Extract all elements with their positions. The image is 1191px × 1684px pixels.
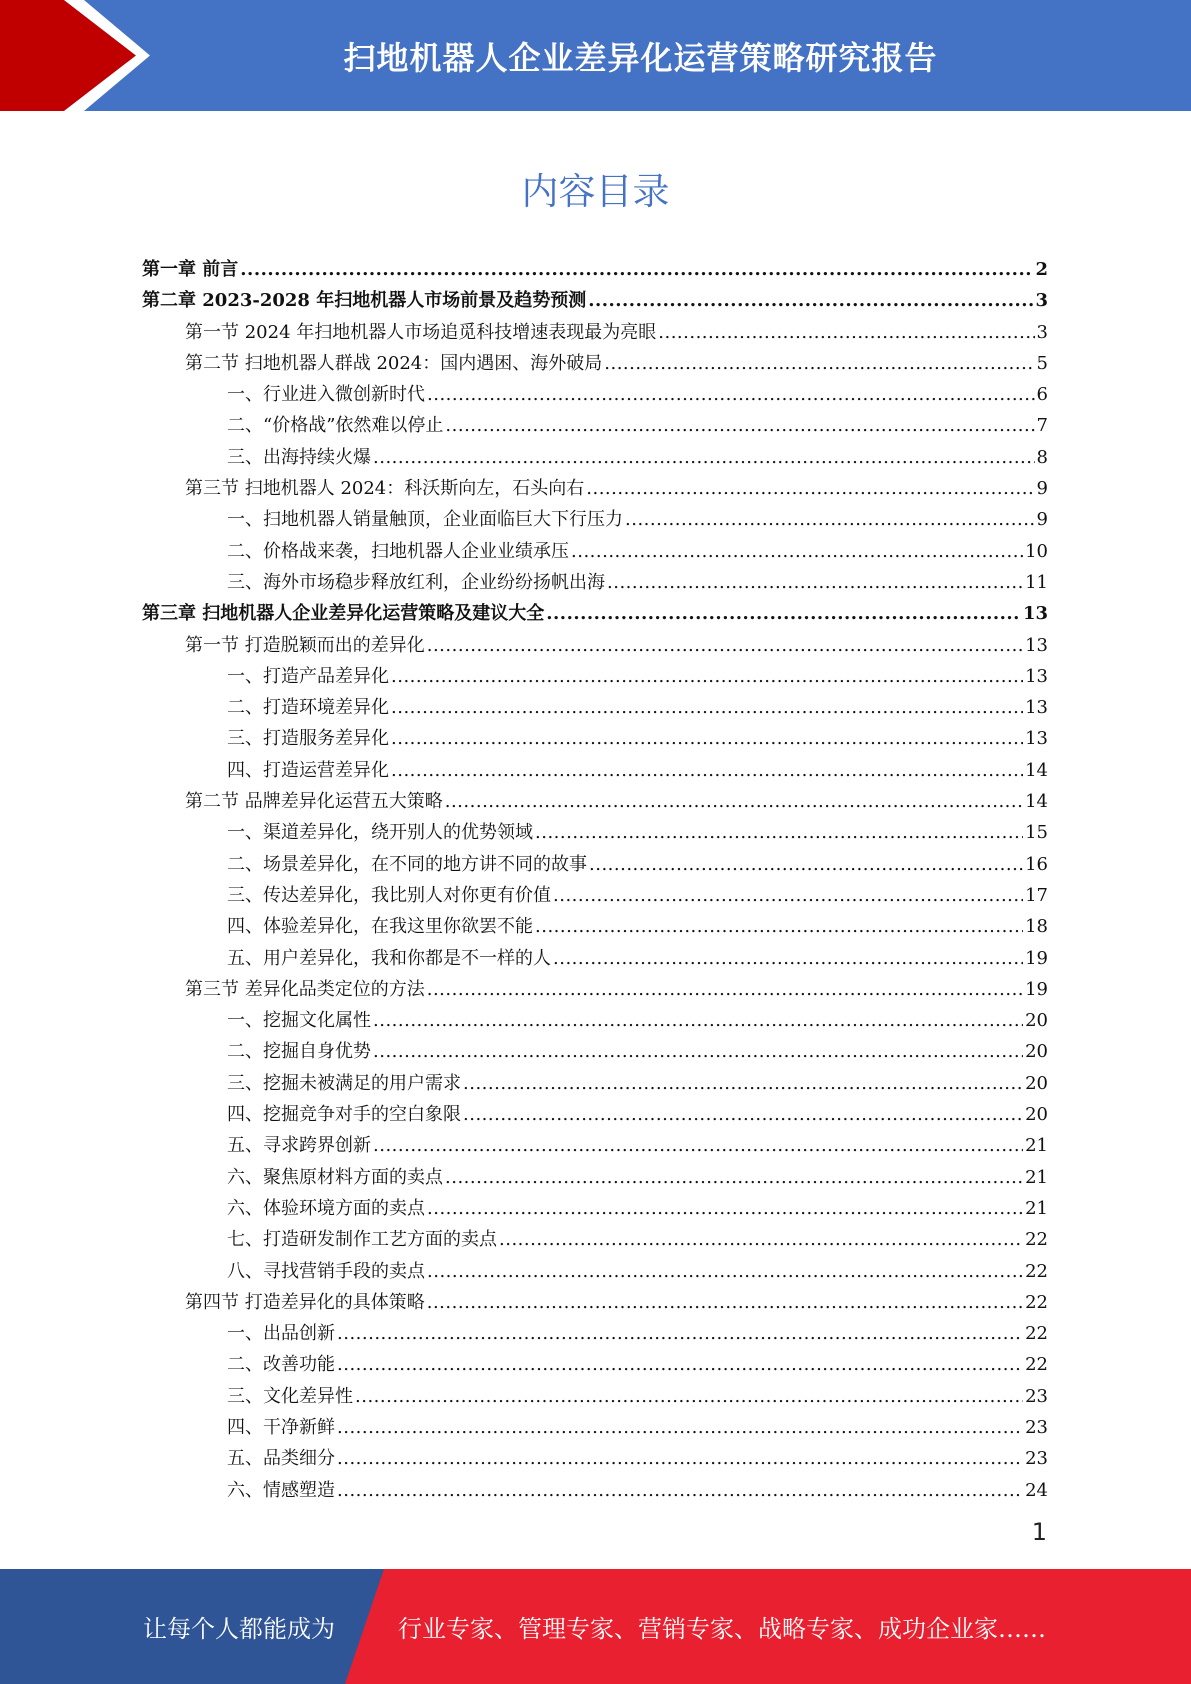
toc-entry-page: 13 <box>1022 603 1048 625</box>
toc-entry-page: 22 <box>1025 1229 1048 1251</box>
toc-entry[interactable] <box>142 1287 1048 1318</box>
toc-entry-page: 3 <box>1035 290 1048 312</box>
toc-entry-title: 二、挖掘自身优势 <box>227 1041 371 1063</box>
toc-entry-title: 第二节 扫地机器人群战 2024：国内遇困、海外破局 <box>185 352 603 374</box>
toc-entry-title: 三、挖掘未被满足的用户需求 <box>227 1072 461 1094</box>
toc-entry-page: 8 <box>1036 446 1048 468</box>
toc-entry[interactable] <box>142 536 1048 567</box>
toc-leader-dots <box>499 1224 1023 1255</box>
toc-entry[interactable] <box>142 1443 1048 1474</box>
toc-entry-title: 四、体验差异化，在我这里你欲罢不能 <box>227 916 533 938</box>
toc-leader-dots <box>463 1099 1023 1130</box>
toc-entry-title: 一、渠道差异化，绕开别人的优势领域 <box>227 822 533 844</box>
toc-leader-dots <box>427 1193 1023 1224</box>
toc-leader-dots <box>337 1318 1023 1349</box>
toc-entry-page: 22 <box>1025 1323 1048 1345</box>
toc-leader-dots <box>427 1287 1023 1318</box>
toc-entry-page: 6 <box>1036 384 1048 406</box>
toc-entry-title: 第三节 差异化品类定位的方法 <box>185 978 425 1000</box>
toc-entry-page: 24 <box>1025 1479 1048 1501</box>
toc-entry-page: 9 <box>1036 478 1048 500</box>
toc-leader-dots <box>604 348 1034 379</box>
toc-leader-dots <box>553 943 1023 974</box>
toc-leader-dots <box>571 536 1023 567</box>
toc-leader-dots <box>391 692 1023 723</box>
toc-leader-dots <box>355 1381 1023 1412</box>
toc-entry[interactable] <box>142 567 1048 598</box>
toc-leader-dots <box>445 410 1034 441</box>
toc-entry-page: 14 <box>1025 759 1048 781</box>
toc-entry[interactable] <box>142 285 1048 316</box>
toc-entry-title: 三、海外市场稳步释放红利，企业纷纷扬帆出海 <box>227 571 605 593</box>
toc-entry-title: 第三章 扫地机器人企业差异化运营策略及建议大全 <box>142 603 545 625</box>
toc-entry[interactable] <box>142 1099 1048 1130</box>
toc-entry[interactable] <box>142 849 1048 880</box>
toc-entry[interactable] <box>142 692 1048 723</box>
toc-leader-dots <box>373 1005 1023 1036</box>
toc-entry-title: 三、传达差异化，我比别人对你更有价值 <box>227 884 551 906</box>
toc-leader-dots <box>427 974 1023 1005</box>
toc-entry-page: 20 <box>1025 1010 1048 1032</box>
toc-entry-page: 13 <box>1025 697 1048 719</box>
toc-leader-dots <box>586 473 1034 504</box>
toc-entry[interactable] <box>142 442 1048 473</box>
toc-entry[interactable] <box>142 1130 1048 1161</box>
toc-leader-dots <box>337 1443 1023 1474</box>
toc-entry[interactable] <box>142 755 1048 786</box>
toc-entry-page: 21 <box>1025 1135 1048 1157</box>
toc-entry-page: 11 <box>1025 571 1048 593</box>
toc-entry[interactable] <box>142 348 1048 379</box>
toc-entry-page: 18 <box>1025 916 1048 938</box>
toc-entry-title: 五、用户差异化，我和你都是不一样的人 <box>227 947 551 969</box>
toc-leader-dots <box>373 442 1035 473</box>
toc-entry[interactable] <box>142 254 1048 285</box>
toc-heading: 内容目录 <box>521 170 670 213</box>
toc-entry-page: 20 <box>1025 1072 1048 1094</box>
toc-entry-title: 一、打造产品差异化 <box>227 665 389 687</box>
page-number: 1 <box>1031 1518 1047 1546</box>
toc-entry-title: 二、改善功能 <box>227 1354 335 1376</box>
toc-leader-dots <box>373 1130 1023 1161</box>
toc-entry-page: 22 <box>1025 1354 1048 1376</box>
toc-leader-dots <box>391 755 1023 786</box>
toc-leader-dots <box>391 723 1023 754</box>
toc-entry[interactable] <box>142 786 1048 817</box>
toc-entry[interactable] <box>142 1193 1048 1224</box>
report-title: 扫地机器人企业差异化运营策略研究报告 <box>343 38 938 77</box>
toc-entry-title: 三、出海持续火爆 <box>227 446 371 468</box>
toc-leader-dots <box>445 1162 1023 1193</box>
toc-entry-title: 一、扫地机器人销量触顶，企业面临巨大下行压力 <box>227 509 623 531</box>
toc-entry-page: 7 <box>1036 415 1048 437</box>
toc-entry[interactable] <box>142 1412 1048 1443</box>
toc-leader-dots <box>546 598 1021 629</box>
toc-leader-dots <box>337 1475 1023 1506</box>
toc-entry-page: 13 <box>1025 665 1048 687</box>
toc-leader-dots <box>427 1256 1023 1287</box>
toc-leader-dots <box>391 661 1023 692</box>
toc-entry-page: 22 <box>1025 1291 1048 1313</box>
toc-entry-page: 21 <box>1025 1166 1048 1188</box>
toc-leader-dots <box>588 285 1033 316</box>
toc-entry-title: 五、品类细分 <box>227 1448 335 1470</box>
toc-entry-title: 四、干净新鲜 <box>227 1416 335 1438</box>
toc-entry-title: 第二章 2023-2028 年扫地机器人市场前景及趋势预测 <box>142 290 587 312</box>
toc-entry-title: 六、情感塑造 <box>227 1479 335 1501</box>
toc-entry[interactable] <box>142 630 1048 661</box>
toc-entry[interactable] <box>142 1475 1048 1506</box>
toc-entry-title: 四、挖掘竞争对手的空白象限 <box>227 1104 461 1126</box>
toc-entry-page: 22 <box>1025 1260 1048 1282</box>
toc-entry-title: 三、打造服务差异化 <box>227 728 389 750</box>
toc-entry-title: 八、寻找营销手段的卖点 <box>227 1260 425 1282</box>
toc-leader-dots <box>427 379 1035 410</box>
toc-entry[interactable] <box>142 911 1048 942</box>
footer-band <box>0 1569 1191 1684</box>
toc-entry-title: 一、挖掘文化属性 <box>227 1010 371 1032</box>
toc-leader-dots <box>535 911 1023 942</box>
toc-entry-title: 第一节 打造脱颖而出的差异化 <box>185 634 425 656</box>
toc-entry[interactable] <box>142 473 1048 504</box>
toc-leader-dots <box>607 567 1023 598</box>
toc-entry-title: 二、场景差异化，在不同的地方讲不同的故事 <box>227 853 587 875</box>
toc-entry-page: 23 <box>1025 1416 1048 1438</box>
toc-entry-title: 一、出品创新 <box>227 1323 335 1345</box>
toc-entry-page: 3 <box>1036 321 1048 343</box>
toc-entry-title: 第四节 打造差异化的具体策略 <box>185 1291 425 1313</box>
toc-entry-page: 23 <box>1025 1385 1048 1407</box>
toc-entry-page: 19 <box>1025 947 1048 969</box>
toc-entry-title: 二、打造环境差异化 <box>227 697 389 719</box>
toc-entry-page: 13 <box>1025 728 1048 750</box>
toc-entry-page: 9 <box>1036 509 1048 531</box>
toc-leader-dots <box>373 1036 1023 1067</box>
toc-entry[interactable] <box>142 723 1048 754</box>
toc-entry-page: 20 <box>1025 1104 1048 1126</box>
toc-entry[interactable] <box>142 880 1048 911</box>
toc-entry[interactable] <box>142 410 1048 441</box>
toc-entry-title: 六、聚焦原材料方面的卖点 <box>227 1166 443 1188</box>
toc-leader-dots <box>337 1412 1023 1443</box>
footer-slogan-left: 让每个人都能成为 <box>143 1615 335 1643</box>
toc-entry-title: 二、“价格战”依然难以停止 <box>227 415 444 437</box>
footer-slogan-right: 行业专家、管理专家、营销专家、战略专家、成功企业家…… <box>398 1615 1046 1643</box>
toc-entry[interactable] <box>142 504 1048 535</box>
toc-entry[interactable] <box>142 1036 1048 1067</box>
chevron-logo-icon <box>0 0 150 111</box>
toc-entry[interactable] <box>142 1224 1048 1255</box>
toc-entry-title: 第二节 品牌差异化运营五大策略 <box>185 791 443 813</box>
toc-leader-dots <box>445 786 1023 817</box>
toc-entry-page: 5 <box>1036 352 1048 374</box>
toc-entry-page: 16 <box>1025 853 1048 875</box>
toc-leader-dots <box>535 817 1023 848</box>
toc-entry[interactable] <box>142 1162 1048 1193</box>
toc-entry-title: 七、打造研发制作工艺方面的卖点 <box>227 1229 497 1251</box>
toc-entry[interactable] <box>142 974 1048 1005</box>
toc-leader-dots <box>463 1068 1023 1099</box>
toc-entry[interactable] <box>142 379 1048 410</box>
toc-entry[interactable] <box>142 817 1048 848</box>
toc-leader-dots <box>658 317 1034 348</box>
toc-entry[interactable] <box>142 661 1048 692</box>
toc-entry-title: 第三节 扫地机器人 2024：科沃斯向左，石头向右 <box>185 478 585 500</box>
toc-entry[interactable] <box>142 1005 1048 1036</box>
toc-entry-page: 23 <box>1025 1448 1048 1470</box>
toc-entry[interactable] <box>142 317 1048 348</box>
toc-leader-dots <box>427 630 1023 661</box>
toc-entry-title: 第一节 2024 年扫地机器人市场追觅科技增速表现最为亮眼 <box>185 321 657 343</box>
toc-entry-page: 14 <box>1025 791 1048 813</box>
toc-leader-dots <box>553 880 1023 911</box>
toc-entry[interactable] <box>142 1349 1048 1380</box>
toc-entry-title: 六、体验环境方面的卖点 <box>227 1197 425 1219</box>
toc-entry-page: 10 <box>1025 540 1048 562</box>
toc-entry-title: 一、行业进入微创新时代 <box>227 384 425 406</box>
toc-entry-title: 三、文化差异性 <box>227 1385 353 1407</box>
toc-leader-dots <box>240 254 1033 285</box>
toc-entry-title: 四、打造运营差异化 <box>227 759 389 781</box>
toc-leader-dots <box>625 504 1035 535</box>
toc-entry-page: 19 <box>1025 978 1048 1000</box>
toc-entry[interactable] <box>142 1318 1048 1349</box>
toc-leader-dots <box>337 1349 1023 1380</box>
toc-entry-title: 第一章 前言 <box>142 259 239 280</box>
toc-entry-title: 二、价格战来袭，扫地机器人企业业绩承压 <box>227 540 569 562</box>
toc-entry-page: 2 <box>1035 259 1048 280</box>
toc-entry-page: 13 <box>1025 634 1048 656</box>
toc-entry[interactable] <box>142 1068 1048 1099</box>
table-of-contents <box>142 254 1048 1506</box>
toc-entry-page: 15 <box>1025 822 1048 844</box>
toc-entry-title: 五、寻求跨界创新 <box>227 1135 371 1157</box>
toc-entry-page: 20 <box>1025 1041 1048 1063</box>
toc-entry[interactable] <box>142 598 1048 629</box>
toc-entry-page: 21 <box>1025 1197 1048 1219</box>
toc-entry-page: 17 <box>1025 884 1048 906</box>
toc-entry[interactable] <box>142 1256 1048 1287</box>
toc-leader-dots <box>589 849 1023 880</box>
toc-entry[interactable] <box>142 1381 1048 1412</box>
header-band <box>0 0 1191 111</box>
toc-entry[interactable] <box>142 943 1048 974</box>
